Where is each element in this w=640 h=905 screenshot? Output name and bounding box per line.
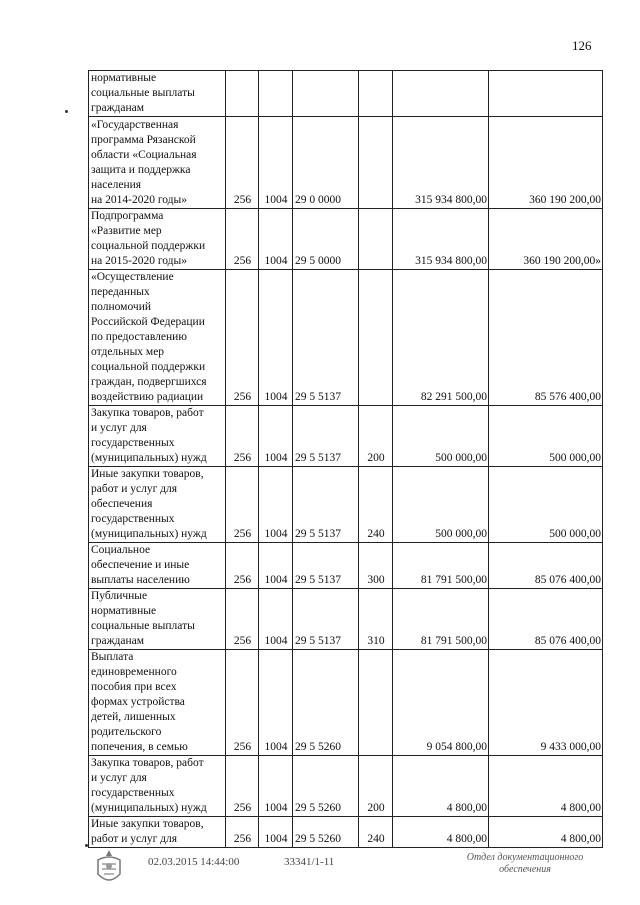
table-row	[89, 817, 603, 848]
cell-ministry-code: 256	[226, 117, 259, 209]
cell-section-code	[259, 71, 293, 117]
cell-amount-2017: 360 190 200,00»	[489, 209, 603, 270]
cell-ministry-code: 256	[226, 817, 259, 848]
cell-target-article: 29 5 5137	[293, 589, 359, 650]
cell-name: Иные закупки товаров, работ и услуг для обеспечения государственных (муниципальных) нужд	[89, 467, 226, 543]
cell-name: Публичные нормативные социальные выплаты гражданам	[89, 589, 226, 650]
footer-department-stamp	[450, 852, 600, 876]
table-row	[89, 650, 603, 756]
cell-expense-type: 200	[359, 406, 393, 467]
cell-expense-type: 240	[359, 817, 393, 848]
cell-ministry-code: 256	[226, 209, 259, 270]
cell-amount-2017: 4 800,00	[489, 756, 603, 817]
cell-name: Подпрограмма «Развитие мер социальной поддержки на 2015-2020 годы»	[89, 209, 226, 270]
cell-target-article: 29 5 5260	[293, 650, 359, 756]
cell-target-article: 29 5 5137	[293, 270, 359, 406]
cell-name: «Осуществление переданных полномочий Российской Федерации по предоставлению отдельных мер социальной поддержки граждан, подвергшихся воздействию радиации	[89, 270, 226, 406]
cell-section-code: 1004	[259, 817, 293, 848]
cell-target-article	[293, 71, 359, 117]
table-row	[89, 543, 603, 589]
cell-ministry-code: 256	[226, 406, 259, 467]
budget-table	[88, 70, 603, 848]
cell-name: Закупка товаров, работ и услуг для государственных (муниципальных) нужд	[89, 756, 226, 817]
cell-amount-2017: 500 000,00	[489, 406, 603, 467]
cell-expense-type: 300	[359, 543, 393, 589]
footer-datetime: 02.03.2015 14:44:00	[148, 856, 240, 868]
cell-section-code: 1004	[259, 117, 293, 209]
cell-target-article: 29 5 0000	[293, 209, 359, 270]
table-row	[89, 270, 603, 406]
cell-ministry-code: 256	[226, 543, 259, 589]
cell-target-article: 29 5 5260	[293, 817, 359, 848]
cell-target-article: 29 5 5137	[293, 467, 359, 543]
cell-amount-2016: 9 054 800,00	[393, 650, 489, 756]
cell-ministry-code	[226, 71, 259, 117]
cell-ministry-code: 256	[226, 467, 259, 543]
margin-mark	[85, 844, 88, 847]
cell-target-article: 29 0 0000	[293, 117, 359, 209]
cell-amount-2016: 81 791 500,00	[393, 589, 489, 650]
table-row	[89, 589, 603, 650]
cell-name: Выплата единовременного пособия при всех формах устройства детей, лишенных родительского попечения, в семью	[89, 650, 226, 756]
cell-expense-type	[359, 71, 393, 117]
table-row	[89, 209, 603, 270]
table-row	[89, 406, 603, 467]
cell-section-code: 1004	[259, 467, 293, 543]
cell-expense-type: 240	[359, 467, 393, 543]
cell-ministry-code: 256	[226, 270, 259, 406]
cell-amount-2017: 9 433 000,00	[489, 650, 603, 756]
table-row	[89, 756, 603, 817]
cell-amount-2016	[393, 71, 489, 117]
cell-expense-type	[359, 270, 393, 406]
cell-ministry-code: 256	[226, 650, 259, 756]
cell-expense-type	[359, 117, 393, 209]
cell-expense-type: 200	[359, 756, 393, 817]
cell-section-code: 1004	[259, 756, 293, 817]
cell-amount-2017	[489, 71, 603, 117]
department-line-1: Отдел документационного	[466, 852, 584, 863]
cell-ministry-code: 256	[226, 589, 259, 650]
table-row	[89, 71, 603, 117]
cell-amount-2017: 85 576 400,00	[489, 270, 603, 406]
table-row	[89, 467, 603, 543]
cell-name: «Государственная программа Рязанской области «Социальная защита и поддержка населения на 2014-2020 годы»	[89, 117, 226, 209]
cell-target-article: 29 5 5260	[293, 756, 359, 817]
cell-name: Иные закупки товаров, работ и услуг для	[89, 817, 226, 848]
cell-amount-2016: 315 934 800,00	[393, 117, 489, 209]
cell-target-article: 29 5 5137	[293, 543, 359, 589]
cell-ministry-code: 256	[226, 756, 259, 817]
cell-section-code: 1004	[259, 650, 293, 756]
cell-name: нормативные социальные выплаты гражданам	[89, 71, 226, 117]
coat-of-arms-icon	[92, 848, 126, 888]
page-number: 126	[572, 38, 592, 53]
cell-amount-2016: 500 000,00	[393, 406, 489, 467]
cell-amount-2017: 85 076 400,00	[489, 543, 603, 589]
cell-amount-2017: 500 000,00	[489, 467, 603, 543]
table-row	[89, 117, 603, 209]
margin-mark	[65, 110, 68, 113]
cell-section-code: 1004	[259, 270, 293, 406]
cell-name: Социальное обеспечение и иные выплаты населению	[89, 543, 226, 589]
cell-amount-2016: 4 800,00	[393, 756, 489, 817]
cell-expense-type	[359, 650, 393, 756]
department-line-2: обеспечения	[499, 864, 551, 875]
cell-target-article: 29 5 5137	[293, 406, 359, 467]
cell-amount-2016: 82 291 500,00	[393, 270, 489, 406]
cell-expense-type	[359, 209, 393, 270]
footer-doc-number: 33341/1-11	[284, 856, 335, 868]
budget-table-body	[89, 71, 603, 848]
cell-name: Закупка товаров, работ и услуг для государственных (муниципальных) нужд	[89, 406, 226, 467]
cell-section-code: 1004	[259, 406, 293, 467]
cell-section-code: 1004	[259, 209, 293, 270]
cell-amount-2016: 4 800,00	[393, 817, 489, 848]
cell-amount-2016: 500 000,00	[393, 467, 489, 543]
cell-section-code: 1004	[259, 589, 293, 650]
cell-amount-2017: 85 076 400,00	[489, 589, 603, 650]
cell-expense-type: 310	[359, 589, 393, 650]
cell-amount-2016: 81 791 500,00	[393, 543, 489, 589]
cell-section-code: 1004	[259, 543, 293, 589]
cell-amount-2017: 360 190 200,00	[489, 117, 603, 209]
cell-amount-2017: 4 800,00	[489, 817, 603, 848]
cell-amount-2016: 315 934 800,00	[393, 209, 489, 270]
